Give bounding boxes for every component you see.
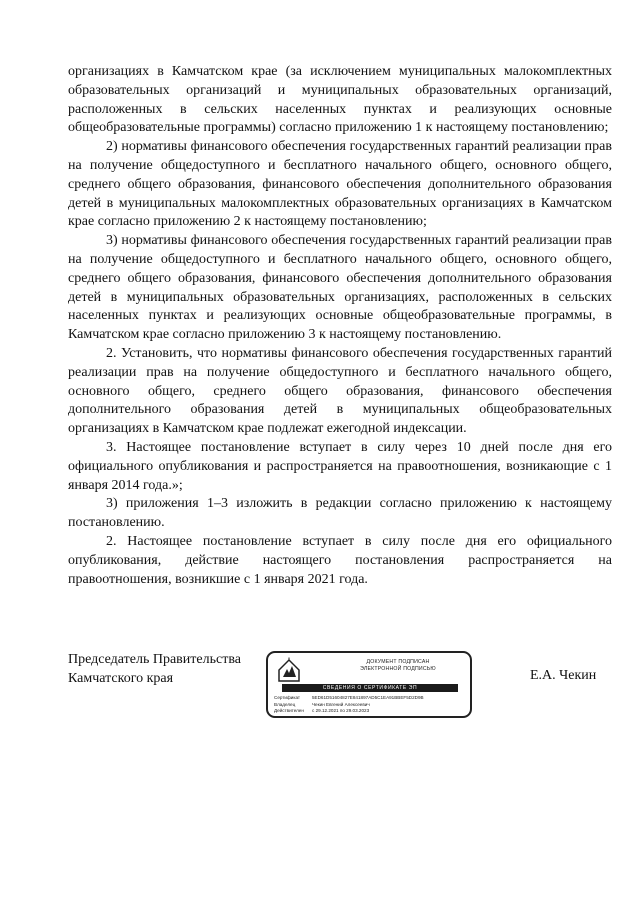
paragraph-appendices: 3) приложения 1–3 изложить в редакции согласно приложению к настоящему постановлению. [68,496,612,531]
electronic-signature-stamp [266,651,472,718]
signatory-name: Е.А. Чекин [530,668,597,683]
stamp-row-label: Сертификат [274,695,301,700]
stamp-row-value: с 29.12.2021 по 29.03.2023 [312,708,370,714]
stamp-row-value: Чекин Евгений Алексеевич [312,701,370,707]
paragraph-effective-2021: 2. Настоящее постановление вступает в силу после дня его официального опубликования, действие настоящего постановления распространяется на правоотношения, возникшие с 1 января 2021 года. [68,533,612,587]
stamp-header-line2: ЭЛЕКТРОННОЙ ПОДПИСЬЮ [360,666,436,672]
stamp-row-label: Действителен [274,708,304,714]
signatory-position [68,650,241,688]
signatory-position-line2: Камчатского края [68,671,174,686]
stamp-certificate-bar: СВЕДЕНИЯ О СЕРТИФИКАТЕ ЭП [282,684,458,692]
paragraph-item-2-small-schools: 2) нормативы финансового обеспечения государственных гарантий реализации прав на получение общедоступного и бесплатного начального общего, основного общего, среднего общего образования, финансового обеспечения дополнительного образования детей в муниципальных малокомплектных образовательных организациях в Камчатском крае согласно приложению 2 к настоящему постановлению; [68,139,612,230]
stamp-header-line1: ДОКУМЕНТ ПОДПИСАН [366,659,430,665]
stamp-row-label: Владелец [274,701,296,707]
paragraph-indexation: 2. Установить, что нормативы финансового обеспечения государственных гарантий реализации прав на получение общедоступного и бесплатного начального общего, основного общего, среднего общего образования, финансового обеспечения дополнительного образования детей в муниципальных общеобразовательных организациях в Камчатском крае подлежат ежегодной индексации. [68,345,612,437]
stamp-row-validity [274,708,470,715]
document-body [68,63,612,589]
paragraph-effective-2014: 3. Настоящее постановление вступает в силу через 10 дней после дня его официального опубликования и распространяется на правоотношения, возникающие с 1 января 2014 года.»; [68,439,612,493]
stamp-details [274,695,470,715]
paragraph-continuation: организациях в Камчатском крае (за исключением муниципальных малокомплектных образовательных организаций и муниципальных образовательных организаций, расположенных в сельских населенных пунктах и реализующих основные общеобразовательные программы) согласно приложению 1 к настоящему постановлению; [68,64,612,136]
stamp-row-certificate [274,695,470,702]
paragraph-item-3-rural-schools: 3) нормативы финансового обеспечения государственных гарантий реализации прав на получение общедоступного и бесплатного начального общего, основного общего, среднего общего образования, финансового обеспечения дополнительного образования детей в муниципальных образовательных организациях, расположенных в сельских населенных пунктах и реализующих основные общеобразовательные программы, в Камчатском крае согласно приложению 3 к настоящему постановлению. [68,233,612,343]
stamp-header [328,659,468,673]
stamp-row-value: 5ED61D51604827E841897AD5C1EA91BBEF5D2D9B [312,695,424,700]
coat-of-arms-icon [276,657,302,683]
signatory-position-line1: Председатель Правительства [68,652,241,667]
